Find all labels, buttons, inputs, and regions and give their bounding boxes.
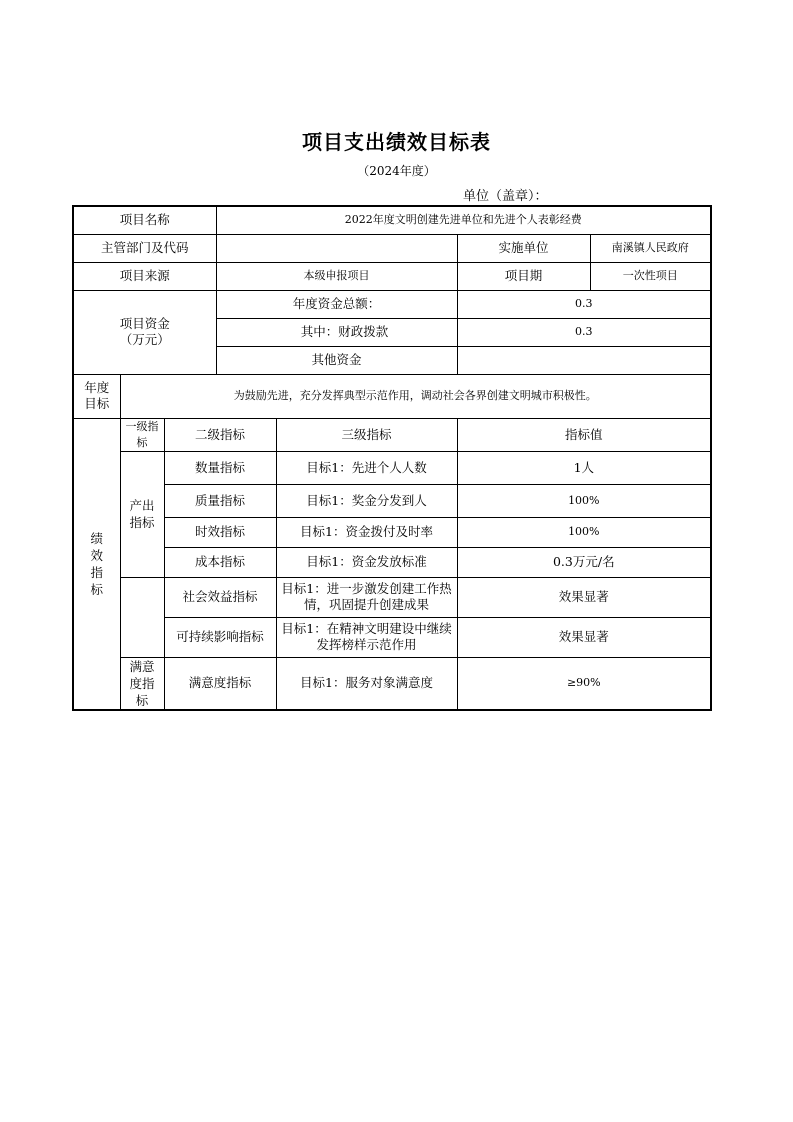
- fund-fiscal-value: 0.3: [457, 318, 711, 346]
- row-project-name: [73, 206, 711, 234]
- table-row: [73, 547, 711, 577]
- level2-quality: 质量指标: [164, 484, 276, 517]
- impl-label: 实施单位: [457, 234, 590, 262]
- level3-social: 目标1：进一步激发创建工作热情，巩固提升创建成果: [276, 577, 457, 617]
- page-title: 项目支出绩效目标表: [302, 130, 491, 154]
- table-row: [73, 451, 711, 484]
- year-label: （2024年度）: [357, 164, 436, 178]
- period-value: 一次性项目: [590, 262, 711, 290]
- level2-social: 社会效益指标: [164, 577, 276, 617]
- level3-timeliness: 目标1：资金拨付及时率: [276, 517, 457, 547]
- satisfaction-group-label: 满意度指标: [120, 657, 164, 710]
- level3-satisfaction: 目标1：服务对象满意度: [276, 657, 457, 710]
- fund-other-value: [457, 346, 711, 374]
- header-value: 指标值: [457, 418, 711, 451]
- dept-label: 主管部门及代码: [73, 234, 216, 262]
- performance-table: [72, 205, 712, 711]
- impl-value: 南溪镇人民政府: [590, 234, 711, 262]
- goal-label-line1: 年度: [84, 380, 110, 395]
- goal-label: [73, 374, 120, 418]
- project-name-value: 2022年度文明创建先进单位和先进个人表彰经费: [216, 206, 711, 234]
- project-name-label: 项目名称: [73, 206, 216, 234]
- fund-label-line2: （万元）: [119, 332, 170, 347]
- source-label: 项目来源: [73, 262, 216, 290]
- row-source: [73, 262, 711, 290]
- value-social: 效果显著: [457, 577, 711, 617]
- header-level2: 二级指标: [164, 418, 276, 451]
- header-level1: 一级指标: [120, 418, 164, 451]
- row-annual-goal: [73, 374, 711, 418]
- fund-label: [73, 290, 216, 374]
- indicator-side-label: 绩效指标: [73, 418, 120, 710]
- table-row: [73, 517, 711, 547]
- output-group-label: 产出指标: [120, 451, 164, 577]
- fund-total-label: 年度资金总额：: [216, 290, 457, 318]
- value-timeliness: 100%: [457, 517, 711, 547]
- fund-other-label: 其他资金: [216, 346, 457, 374]
- level3-quality: 目标1：奖金分发到人: [276, 484, 457, 517]
- fund-total-value: 0.3: [457, 290, 711, 318]
- unit-label: 单位（盖章）：: [463, 189, 548, 204]
- table-row: [73, 484, 711, 517]
- level2-timeliness: 时效指标: [164, 517, 276, 547]
- level3-quantity: 目标1：先进个人人数: [276, 451, 457, 484]
- fund-fiscal-label: 其中：财政拨款: [216, 318, 457, 346]
- row-fund-total: [73, 290, 711, 318]
- level2-quantity: 数量指标: [164, 451, 276, 484]
- level3-sustainable: 目标1：在精神文明建设中继续发挥榜样示范作用: [276, 617, 457, 657]
- header-level3: 三级指标: [276, 418, 457, 451]
- goal-label-line2: 目标: [84, 396, 110, 411]
- table-row: [73, 657, 711, 710]
- goal-value: 为鼓励先进，充分发挥典型示范作用，调动社会各界创建文明城市积极性。: [120, 374, 711, 418]
- value-quality: 100%: [457, 484, 711, 517]
- row-department: [73, 234, 711, 262]
- value-sustainable: 效果显著: [457, 617, 711, 657]
- source-value: 本级申报项目: [216, 262, 457, 290]
- value-satisfaction: ≥90%: [457, 657, 711, 710]
- level2-cost: 成本指标: [164, 547, 276, 577]
- value-cost: 0.3万元/名: [457, 547, 711, 577]
- table-row: [73, 617, 711, 657]
- period-label: 项目期: [457, 262, 590, 290]
- level3-cost: 目标1：资金发放标准: [276, 547, 457, 577]
- level2-satisfaction: 满意度指标: [164, 657, 276, 710]
- dept-value: [216, 234, 457, 262]
- effect-group-label: [120, 577, 164, 657]
- fund-label-line1: 项目资金: [119, 316, 170, 331]
- value-quantity: 1人: [457, 451, 711, 484]
- level2-sustainable: 可持续影响指标: [164, 617, 276, 657]
- row-indicator-header: [73, 418, 711, 451]
- table-row: [73, 577, 711, 617]
